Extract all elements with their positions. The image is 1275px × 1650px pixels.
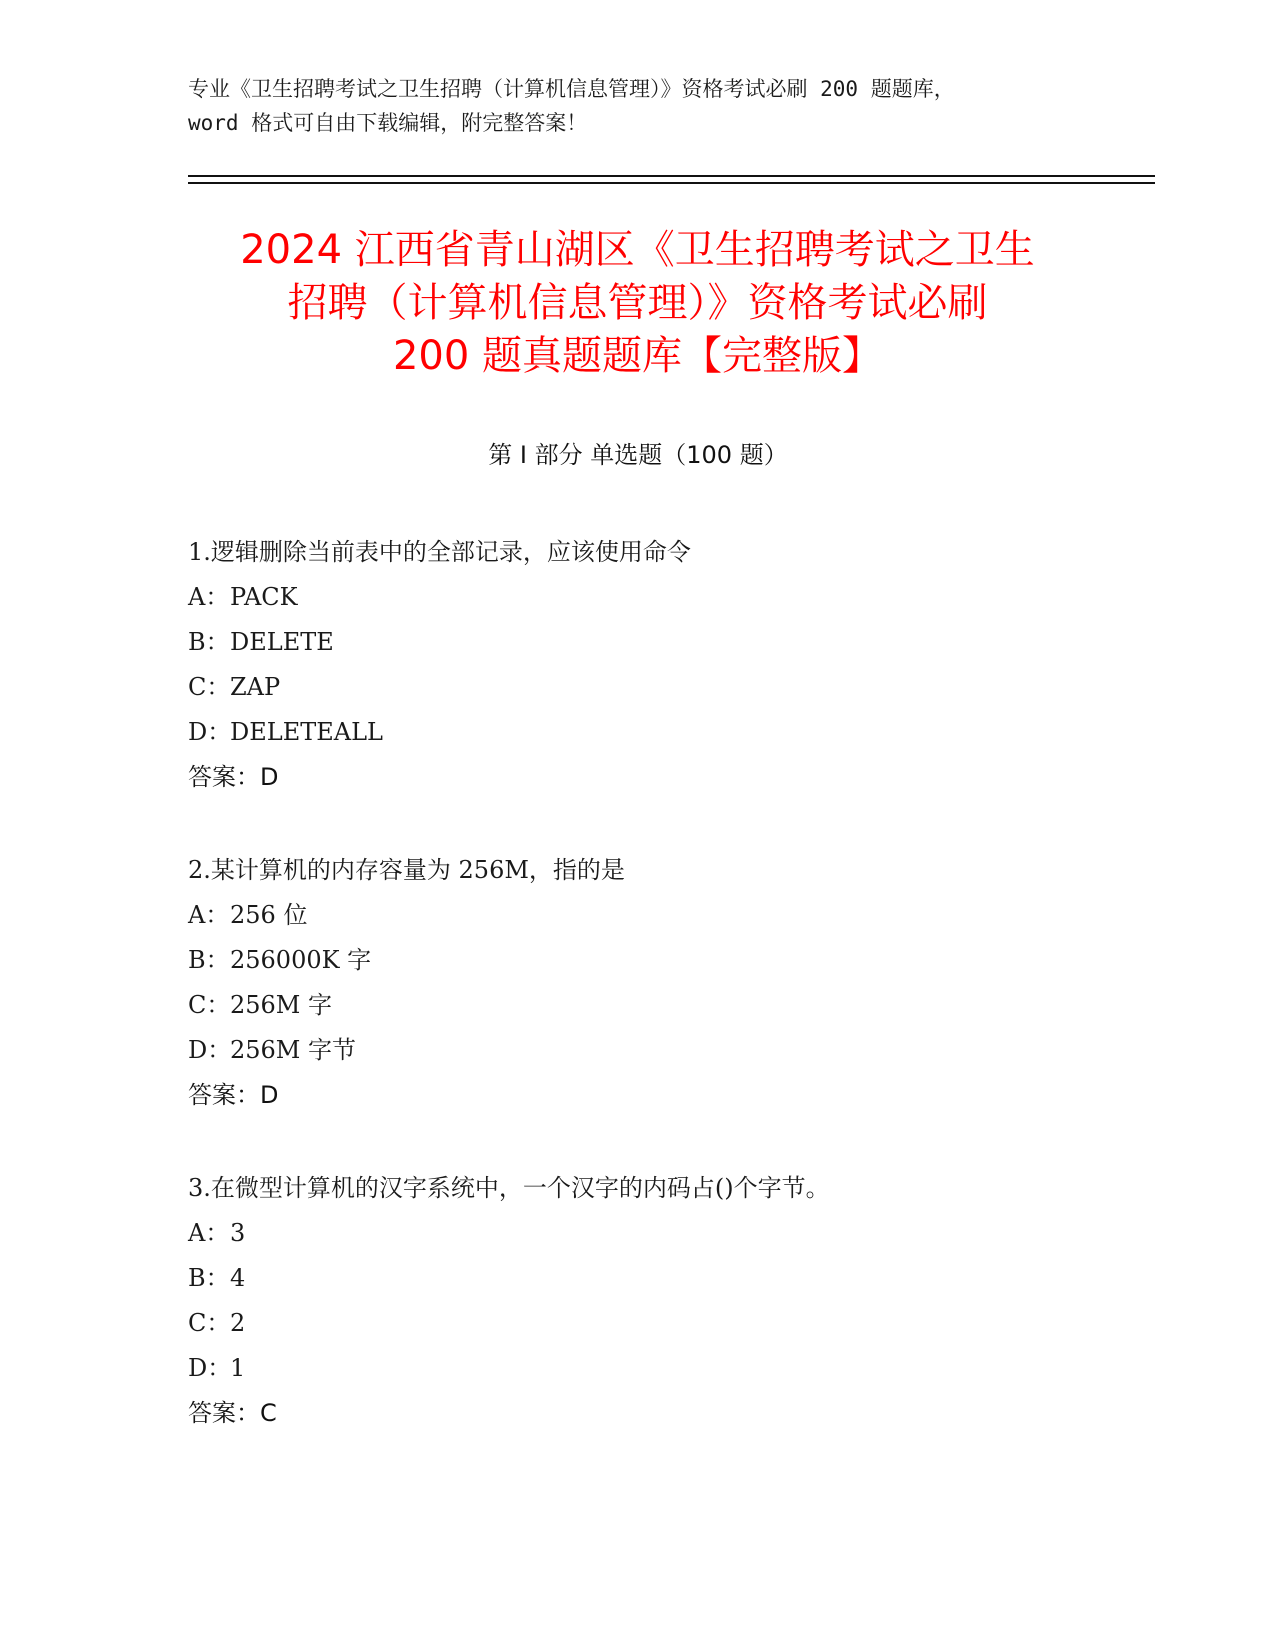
answer: 答案：D	[188, 1081, 279, 1109]
option-c	[188, 1301, 1138, 1346]
question-3	[188, 1166, 1138, 1436]
option-text: 2	[230, 1309, 246, 1337]
option-d	[188, 1028, 1138, 1073]
option-letter: D：	[188, 1036, 232, 1064]
option-text: 256M 字	[230, 991, 333, 1019]
question-2	[188, 848, 1138, 1118]
option-b	[188, 620, 1138, 665]
option-letter: B：	[188, 1264, 230, 1292]
option-text: 1	[230, 1354, 246, 1382]
option-b	[188, 938, 1138, 983]
option-letter: C：	[188, 1309, 231, 1337]
document-title-line-2: 招聘（计算机信息管理）》资格考试必刷	[287, 280, 988, 326]
option-d	[188, 1346, 1138, 1391]
option-a	[188, 1211, 1138, 1256]
option-text: 256M 字节	[230, 1036, 357, 1064]
option-letter: D：	[188, 718, 232, 746]
option-text: ZAP	[230, 673, 281, 701]
option-b	[188, 1256, 1138, 1301]
option-text: 4	[230, 1264, 246, 1292]
document-title	[130, 224, 1145, 383]
question-stem: 2.某计算机的内存容量为 256M，指的是	[188, 856, 625, 884]
option-d	[188, 710, 1138, 755]
option-letter: A：	[188, 1219, 230, 1247]
option-a	[188, 893, 1138, 938]
option-text: PACK	[230, 583, 298, 611]
header-note-line-1: 专业《卫生招聘考试之卫生招聘（计算机信息管理）》资格考试必刷 200 题题库，	[188, 77, 955, 101]
option-letter: C：	[188, 673, 231, 701]
option-text: DELETE	[230, 628, 334, 656]
option-text: 3	[230, 1219, 246, 1247]
header-divider-bottom	[188, 182, 1155, 184]
option-a	[188, 575, 1138, 620]
document-title-line-3: 200 题真题题库【完整版】	[392, 333, 883, 379]
answer: 答案：D	[188, 763, 279, 791]
option-text: 256 位	[230, 901, 308, 929]
header-note	[188, 72, 1088, 140]
option-text: 256000K 字	[230, 946, 372, 974]
option-text: DELETEALL	[230, 718, 383, 746]
option-letter: A：	[188, 583, 230, 611]
option-c	[188, 983, 1138, 1028]
option-letter: B：	[188, 946, 230, 974]
question-1	[188, 530, 1138, 800]
option-letter: D：	[188, 1354, 232, 1382]
option-letter: B：	[188, 628, 230, 656]
document-title-line-1: 2024 江西省青山湖区《卫生招聘考试之卫生	[240, 227, 1035, 273]
answer: 答案：C	[188, 1399, 277, 1427]
option-letter: C：	[188, 991, 231, 1019]
header-note-line-2: word 格式可自由下载编辑，附完整答案！	[188, 111, 588, 135]
section-title: 第 I 部分 单选题（100 题）	[488, 441, 788, 469]
option-c	[188, 665, 1138, 710]
option-letter: A：	[188, 901, 230, 929]
header-divider-top	[188, 175, 1155, 177]
question-stem: 1.逻辑删除当前表中的全部记录，应该使用命令	[188, 538, 691, 566]
question-stem: 3.在微型计算机的汉字系统中，一个汉字的内码占()个字节。	[188, 1174, 830, 1202]
